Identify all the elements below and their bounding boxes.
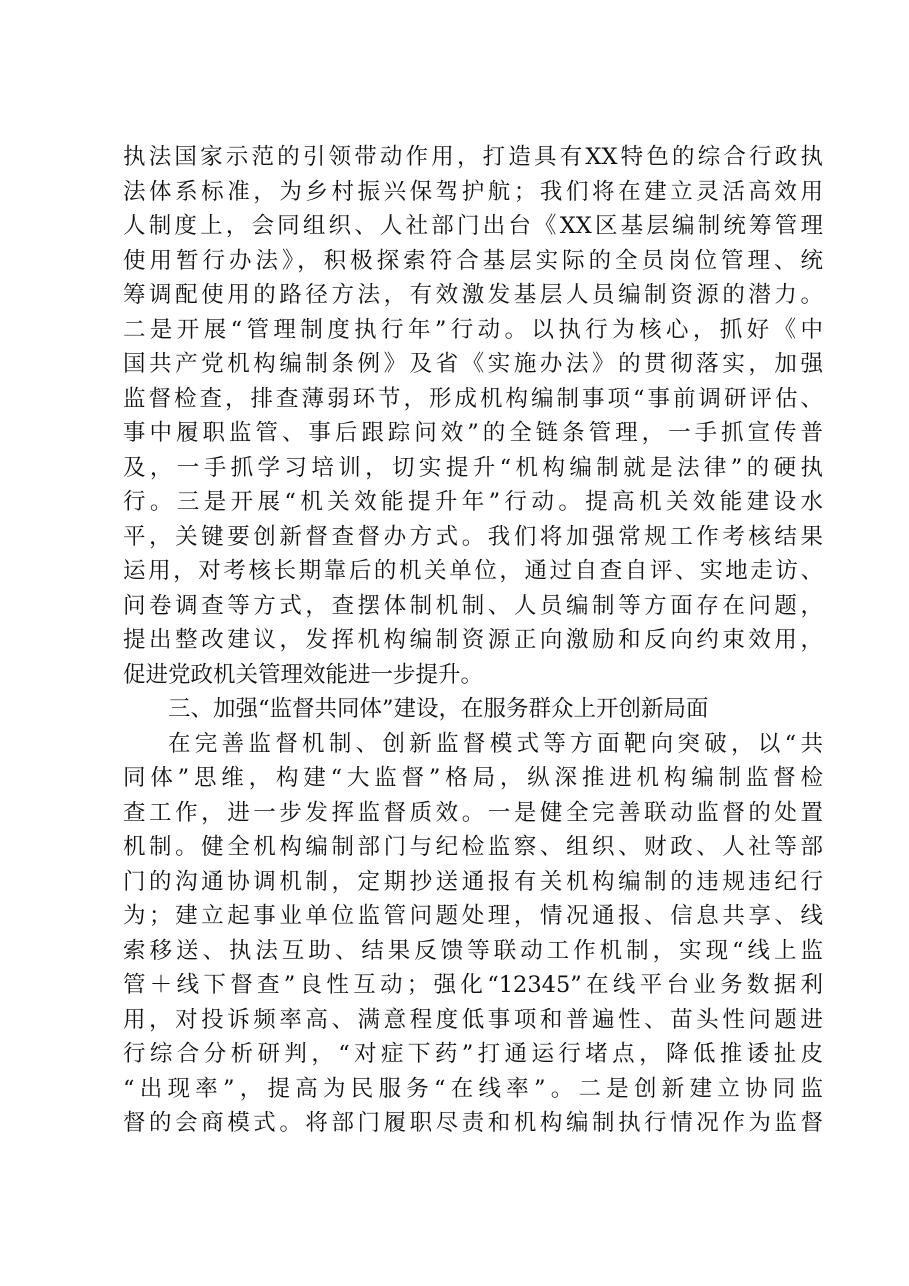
text-line: 门的沟通协调机制，定期抄送通报有关机构编制的违规违纪行 — [123, 868, 823, 895]
text-line: 事中履职监管、事后跟踪问效”的全链条管理，一手抓宣传普 — [123, 420, 823, 446]
section-heading: 三、加强“监督共同体”建设，在服务群众上开创新局面 — [168, 696, 709, 722]
text-line: 行综合分析研判，“对症下药”打通运行堵点，降低推诿扯皮 — [123, 1041, 823, 1067]
paragraph-first-line: 在完善监督机制、创新监督模式等方面靶向突破，以“共 — [168, 730, 823, 757]
text-line: 为；建立起事业单位监管问题处理，情况通报、信息共享、线 — [123, 903, 823, 929]
text-line: 管＋线下督查”良性互动；强化“12345”在线平台业务数据利 — [123, 972, 823, 998]
text-line: 提出整改建议，发挥机构编制资源正向激励和反向约束效用， — [123, 627, 823, 653]
text-line: 监督检查，排查薄弱环节，形成机构编制事项“事前调研评估、 — [123, 385, 823, 412]
text-line: “出现率”，提高为民服务“在线率”。二是创新建立协同监 — [123, 1075, 823, 1102]
text-line: 运用，对考核长期靠后的机关单位，通过自查自评、实地走访、 — [123, 558, 823, 584]
text-line: 二是开展“管理制度执行年”行动。以执行为核心，抓好《中 — [123, 316, 823, 343]
text-line: 筹调配使用的路径方法，有效激发基层人员编制资源的潜力。 — [123, 282, 823, 308]
body-text — [123, 140, 823, 1141]
text-line: 执法国家示范的引领带动作用，打造具有XX特色的综合行政执 — [123, 144, 823, 170]
text-line: 机制。健全机构编制部门与纪检监察、组织、财政、人社等部 — [123, 834, 823, 860]
text-line: 使用暂行办法》，积极探索符合基层实际的全员岗位管理、统 — [123, 247, 823, 274]
text-line: 督的会商模式。将部门履职尽责和机构编制执行情况作为监督 — [123, 1110, 823, 1136]
text-line: 问卷调查等方式，查摆体制机制、人员编制等方面存在问题， — [123, 592, 823, 619]
text-line: 人制度上，会同组织、人社部门出台《XX区基层编制统筹管理 — [123, 213, 823, 239]
text-line: 同体”思维，构建“大监督”格局，纵深推进机构编制监督检 — [123, 765, 823, 791]
text-line: 及，一手抓学习培训，切实提升“机构编制就是法律”的硬执 — [123, 454, 823, 481]
paragraph-end-line: 促进党政机关管理效能进一步提升。 — [123, 661, 484, 688]
text-line: 用，对投诉频率高、满意程度低事项和普遍性、苗头性问题进 — [123, 1006, 823, 1033]
text-line: 法体系标准，为乡村振兴保驾护航；我们将在建立灵活高效用 — [123, 178, 823, 205]
text-line: 查工作，进一步发挥监督质效。一是健全完善联动监督的处置 — [123, 799, 823, 826]
text-line: 国共产党机构编制条例》及省《实施办法》的贯彻落实，加强 — [123, 351, 823, 377]
text-line: 行。三是开展“机关效能提升年”行动。提高机关效能建设水 — [123, 489, 823, 515]
text-line: 平，关键要创新督查督办方式。我们将加强常规工作考核结果 — [123, 523, 823, 550]
text-line: 索移送、执法互助、结果反馈等联动工作机制，实现“线上监 — [123, 937, 823, 964]
